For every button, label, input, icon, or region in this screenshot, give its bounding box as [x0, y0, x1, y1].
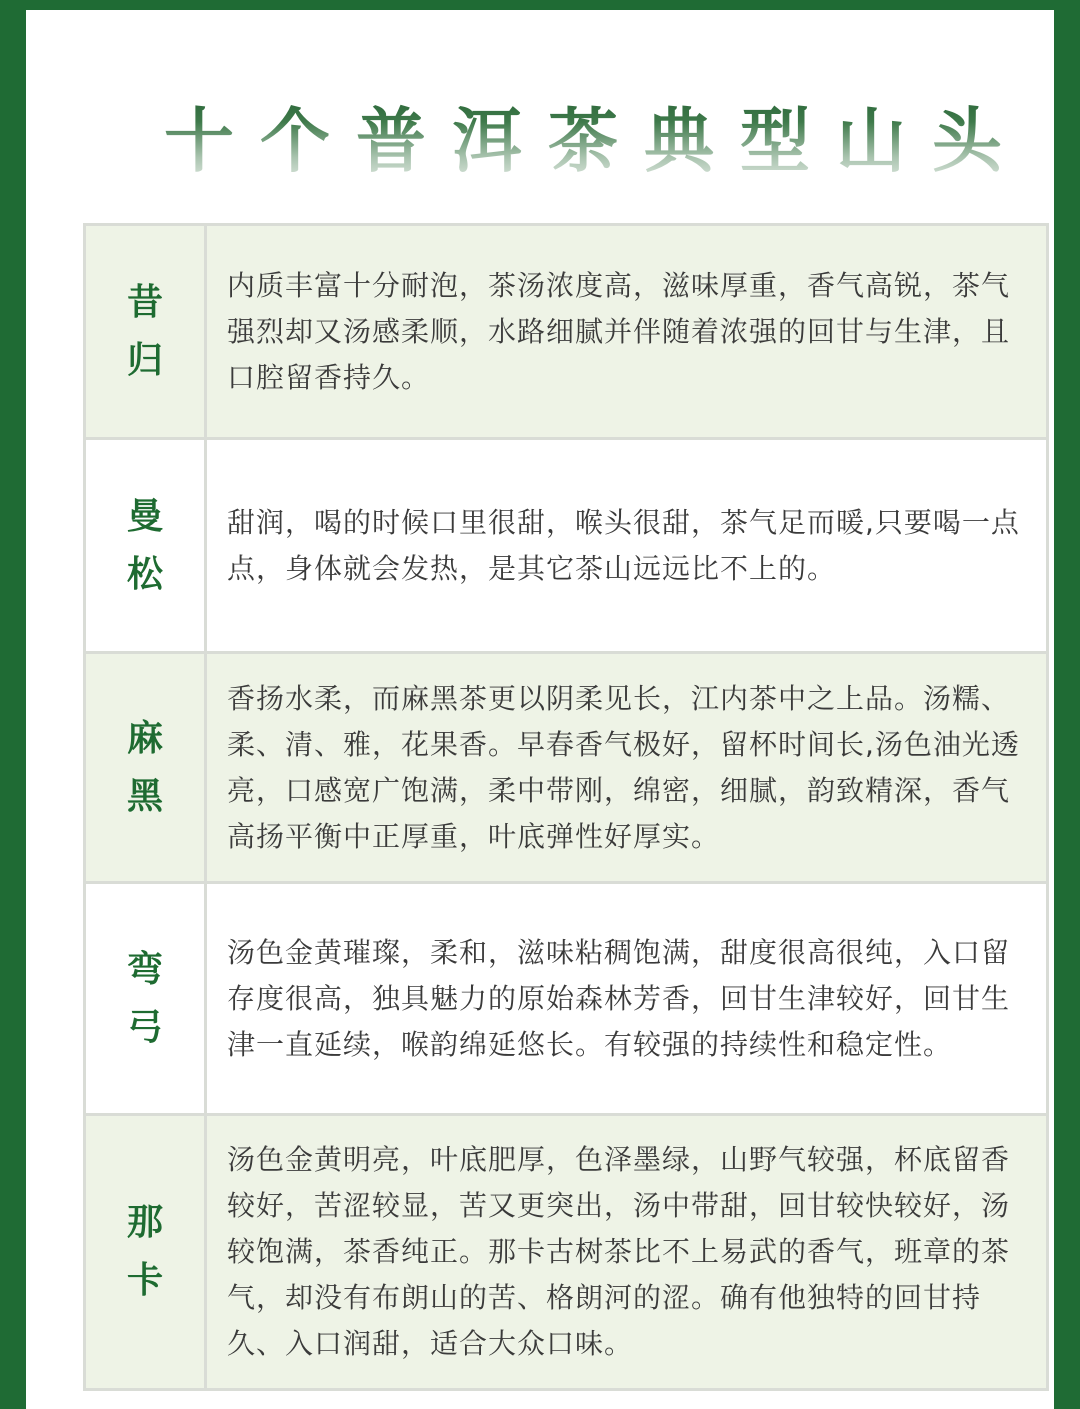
mountain-name-char-2: 黑	[126, 775, 163, 817]
table-row-mansong	[86, 440, 1046, 654]
mountain-description-text: 汤色金黄璀璨，柔和，滋味粘稠饱满，甜度很高很纯，入口留存度很高，独具魅力的原始森林芳香，回甘生津较好，回甘生津一直延续，喉韵绵延悠长。有较强的持续性和稳定性。	[227, 935, 1011, 1061]
mountain-description	[207, 1116, 1046, 1388]
mountain-name-char-2: 弓	[126, 1006, 163, 1048]
mountain-name-char-2: 归	[126, 339, 163, 381]
page-title: 十个普洱茶典型山头	[156, 80, 1036, 190]
mountain-description	[207, 226, 1046, 437]
mountain-name	[86, 440, 207, 651]
mountain-description-text: 甜润，喝的时候口里很甜，喉头很甜，茶气足而暖,只要喝一点点，身体就会发热，是其它茶山远远比不上的。	[227, 505, 1020, 585]
mountain-name-char-2: 松	[126, 553, 163, 595]
mountain-name-char-1: 那	[126, 1202, 163, 1243]
mountain-name-char-1: 麻	[126, 717, 163, 759]
mountain-name	[86, 654, 207, 881]
tea-mountain-table	[83, 223, 1049, 1391]
table-row-naka	[86, 1116, 1046, 1388]
mountain-name-char-2: 卡	[126, 1260, 163, 1301]
mountain-name-char-1: 弯	[126, 948, 163, 990]
mountain-description	[207, 884, 1046, 1113]
mountain-name	[86, 1116, 207, 1388]
mountain-description-text: 汤色金黄明亮，叶底肥厚，色泽墨绿，山野气较强，杯底留香较好，苦涩较显，苦又更突出，汤中带甜，回甘较快较好，汤较饱满，茶香纯正。那卡古树茶比不上易武的香气，班章的茶气，却没有布朗山的苦、格朗河的涩。确有他独特的回甘持久、入口润甜，适合大众口味。	[227, 1143, 1011, 1360]
mountain-description-text: 内质丰富十分耐泡，茶汤浓度高，滋味厚重，香气高锐，茶气强烈却又汤感柔顺，水路细腻并伴随着浓强的回甘与生津，且口腔留香持久。	[227, 268, 1011, 394]
table-row-xigui	[86, 226, 1046, 440]
mountain-name-char-1: 曼	[126, 495, 163, 537]
mountain-name	[86, 226, 207, 437]
table-row-mahei	[86, 654, 1046, 884]
mountain-name	[86, 884, 207, 1113]
table-row-wangong	[86, 884, 1046, 1116]
mountain-description-text: 香扬水柔，而麻黑茶更以阴柔见长，江内茶中之上品。汤糯、柔、清、雅，花果香。早春香气极好，留杯时间长,汤色油光透亮，口感宽广饱满，柔中带刚，绵密，细腻，韵致精深，香气高扬平衡中正厚重，叶底弹性好厚实。	[227, 681, 1020, 853]
mountain-name-char-1: 昔	[126, 281, 163, 323]
mountain-description	[207, 440, 1046, 651]
mountain-description	[207, 654, 1046, 881]
